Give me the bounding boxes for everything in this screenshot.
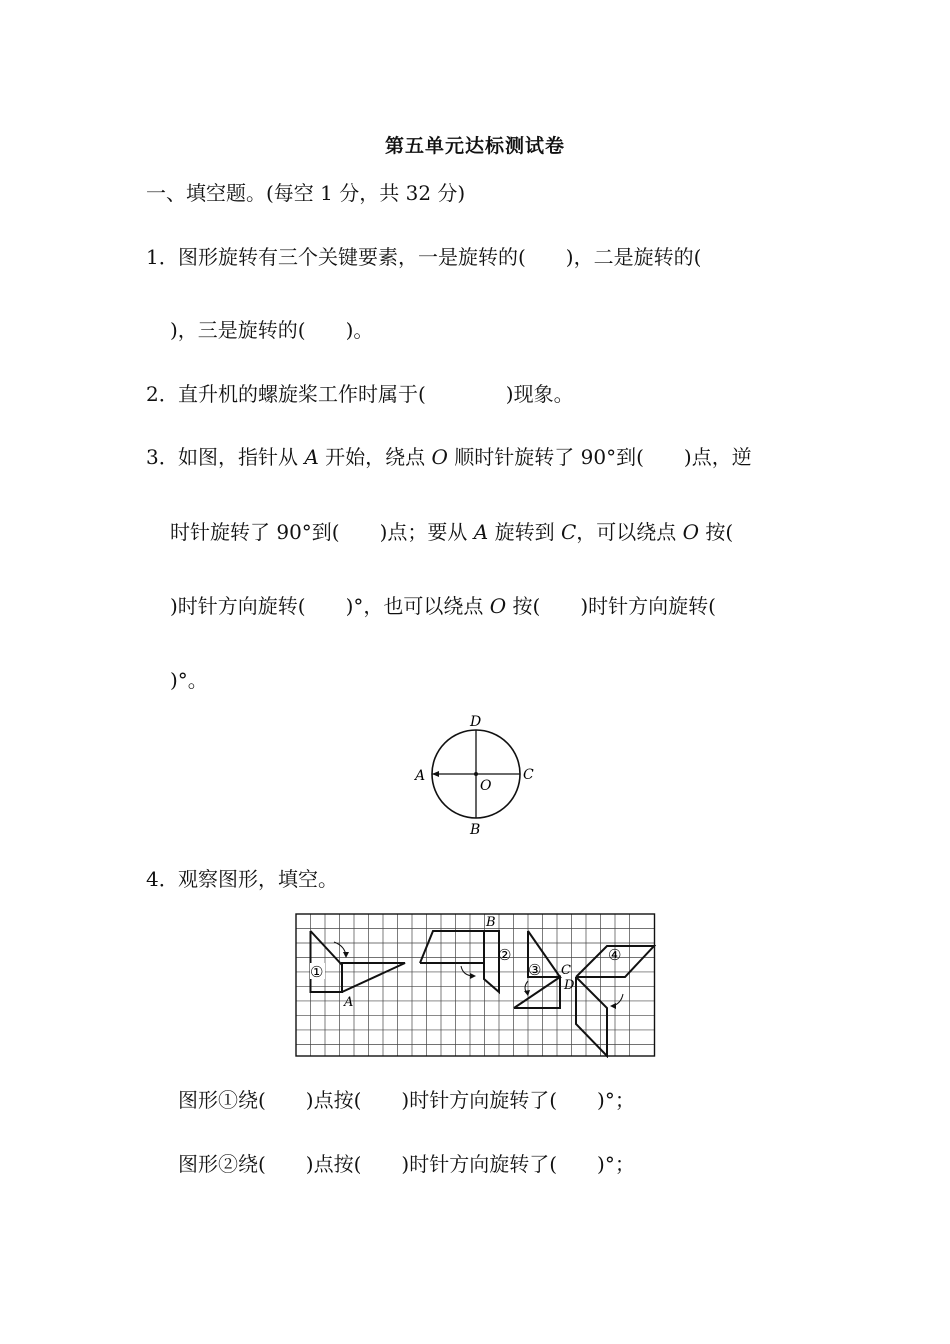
q4-fill-1: 图形①绕( )点按( )时针方向旋转了( )°； — [178, 1088, 635, 1112]
shape-1-original — [311, 931, 343, 992]
label-O: O — [480, 778, 492, 794]
q1-number: 1． — [146, 245, 179, 269]
label-A: A — [415, 768, 426, 784]
circle-diagram — [408, 712, 548, 842]
shape-2-original — [420, 931, 484, 963]
q4-fill-2: 图形②绕( )点按( )时针方向旋转了( )°； — [178, 1152, 635, 1176]
grid-diagram — [294, 912, 656, 1058]
shape-1-rotated — [342, 963, 405, 992]
point-label-C: C — [561, 963, 571, 978]
q1-line1: 图形旋转有三个关键要素，一是旋转的( )，二是旋转的( — [178, 245, 702, 269]
rotation-arrowhead-4-icon — [610, 1003, 616, 1009]
point-label-B: B — [486, 915, 496, 930]
shape-label-2: ② — [498, 946, 512, 964]
label-B: B — [470, 822, 481, 838]
shape-2-rotated — [484, 931, 499, 992]
q3-line2: 时针旋转了 90°到( )点；要从 A 旋转到 C，可以绕点 O 按( — [170, 520, 734, 544]
q4-number: 4． — [146, 867, 179, 891]
q3-line4: )°。 — [170, 668, 208, 692]
rotation-arrowhead-1-icon — [343, 952, 349, 958]
shape-label-1: ① — [310, 963, 324, 981]
q4-line1: 观察图形，填空。 — [178, 867, 338, 891]
label-C: C — [523, 767, 534, 783]
point-label-D: D — [564, 978, 575, 993]
q2-line1: 直升机的螺旋桨工作时属于( )现象。 — [178, 382, 574, 406]
grid-lines — [296, 914, 655, 1056]
rotation-arrowhead-2-icon — [470, 973, 476, 979]
shape-label-3: ③ — [528, 961, 542, 979]
label-D: D — [470, 714, 482, 730]
shape-label-4: ④ — [608, 946, 622, 964]
q3-line1: 如图，指针从 A 开始，绕点 O 顺时针旋转了 90°到( )点，逆 — [178, 445, 752, 469]
rotation-arrowhead-3-icon — [524, 990, 530, 996]
center-point — [474, 772, 478, 776]
q3-line3: )时针方向旋转( )°，也可以绕点 O 按( )时针方向旋转( — [170, 594, 716, 618]
q2-number: 2． — [146, 382, 179, 406]
point-label-A: A — [344, 995, 354, 1010]
page-title: 第五单元达标测试卷 — [384, 135, 565, 157]
shape-3-rotated — [514, 977, 560, 1008]
pointer-arrowhead-icon — [432, 771, 439, 777]
q3-number: 3． — [146, 445, 179, 469]
section-heading: 一、填空题。(每空 1 分，共 32 分) — [146, 181, 466, 205]
q1-line2: )，三是旋转的( )。 — [170, 318, 374, 342]
